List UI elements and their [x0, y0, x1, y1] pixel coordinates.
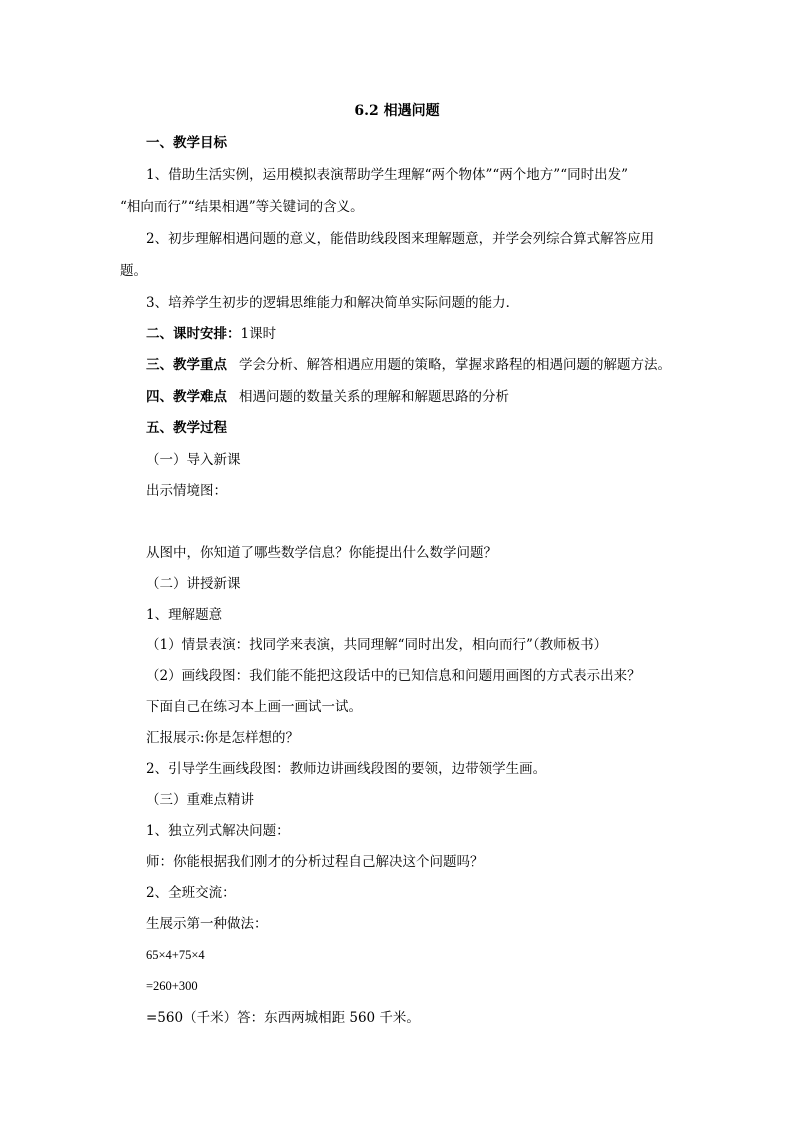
- section-heading-key-points: 三、教学重点: [146, 357, 227, 373]
- process-new-lesson-heading: （二）讲授新课: [146, 576, 241, 592]
- section-heading-difficulties: 四、教学难点: [146, 389, 227, 405]
- process-first-method: 生展示第一种做法：: [146, 916, 268, 932]
- objective-2-line-1: 2、初步理解相遇问题的意义，能借助线段图来理解题意，并学会列综合算式解答应用: [146, 231, 655, 247]
- process-intro-heading: （一）导入新课: [146, 452, 241, 468]
- process-try-drawing: 下面自己在练习本上画一画试一试。: [146, 699, 362, 715]
- equation-answer: =560（千米）答：东西两城相距 560 千米。: [146, 1010, 420, 1026]
- schedule-value: 1课时: [240, 326, 277, 342]
- process-class-exchange: 2、全班交流：: [146, 885, 236, 901]
- process-line-diagram: （2）画线段图：我们能不能把这段话中的已知信息和问题用画图的方式表示出来？: [146, 668, 641, 684]
- process-teacher-question: 师：你能根据我们刚才的分析过程自己解决这个问题吗？: [146, 854, 484, 870]
- section-schedule: [146, 325, 276, 343]
- process-guide-drawing: 2、引导学生画线段图：教师边讲画线段图的要领，边带领学生画。: [146, 761, 547, 777]
- key-points-value: 学会分析、解答相遇应用题的策略，掌握求路程的相遇问题的解题方法。: [239, 357, 671, 373]
- process-report: 汇报展示:你是怎样想的？: [146, 730, 300, 746]
- section-difficulties: [146, 388, 509, 406]
- objective-2-line-2: 题。: [120, 263, 147, 279]
- document-title: 6.2 相遇问题: [354, 103, 440, 119]
- objective-1-line-1: 1、借助生活实例，运用模拟表演帮助学生理解“两个物体”“两个地方”“同时出发”: [146, 167, 628, 183]
- objective-1-line-2: “相向而行”“结果相遇”等关键词的含义。: [120, 199, 364, 215]
- objective-3: 3、培养学生初步的逻辑思维能力和解决简单实际问题的能力．: [146, 295, 520, 311]
- section-heading-process: 五、教学过程: [146, 420, 227, 436]
- process-question: 从图中，你知道了哪些数学信息？你能提出什么数学问题？: [146, 545, 497, 561]
- section-heading-schedule: 二、课时安排：: [146, 326, 241, 342]
- section-key-points: [146, 356, 671, 374]
- process-understand-heading: 1、理解题意: [146, 607, 223, 623]
- difficulties-value: 相遇问题的数量关系的理解和解题思路的分析: [239, 389, 509, 405]
- process-show-picture: 出示情境图：: [146, 483, 227, 499]
- section-heading-objectives: 一、教学目标: [146, 135, 227, 151]
- process-scenario: （1）情景表演：找同学来表演，共同理解“同时出发，相向而行”（教师板书）: [146, 637, 608, 653]
- equation-line-1: 65×4+75×4: [146, 948, 205, 962]
- process-key-explain-heading: （三）重难点精讲: [146, 792, 254, 808]
- process-independent: 1、独立列式解决问题：: [146, 823, 290, 839]
- equation-line-2: =260+300: [146, 979, 198, 993]
